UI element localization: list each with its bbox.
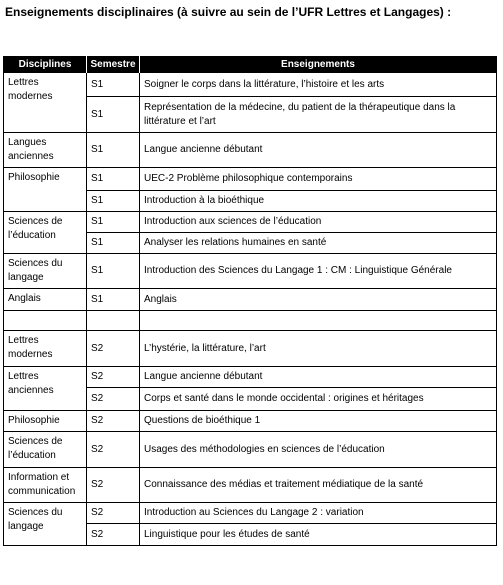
table-row <box>4 289 497 311</box>
semestre-cell: S1 <box>87 168 140 191</box>
discipline-cell: Philosophie <box>4 168 87 212</box>
semestre-cell: S2 <box>87 468 140 503</box>
discipline-cell: Anglais <box>4 289 87 311</box>
enseignement-cell: UEC-2 Problème philosophique contemporains <box>140 168 497 191</box>
semestre-cell: S2 <box>87 411 140 432</box>
semestre-cell: S2 <box>87 432 140 468</box>
table-row <box>4 331 497 367</box>
discipline-cell: Lettres modernes <box>4 73 87 133</box>
table-row-spacer <box>4 311 497 331</box>
semestre-cell: S1 <box>87 254 140 289</box>
table-row <box>4 254 497 289</box>
discipline-cell: Information et communication <box>4 468 87 503</box>
semestre-cell <box>87 311 140 331</box>
semestre-cell: S2 <box>87 524 140 546</box>
header-disciplines: Disciplines <box>4 56 87 73</box>
table-row <box>4 133 497 168</box>
enseignement-cell: Analyser les relations humaines en santé <box>140 233 497 254</box>
enseignement-cell: Connaissance des médias et traitement médiatique de la santé <box>140 468 497 503</box>
semestre-cell: S1 <box>87 212 140 233</box>
semestre-cell: S2 <box>87 503 140 524</box>
table-row <box>4 367 497 388</box>
semestre-cell: S1 <box>87 233 140 254</box>
page-title: Enseignements disciplinaires (à suivre au sein de l’UFR Lettres et Langages) : <box>5 5 452 19</box>
enseignement-cell: Introduction aux sciences de l’éducation <box>140 212 497 233</box>
enseignement-cell: Anglais <box>140 289 497 311</box>
enseignement-cell: Langue ancienne débutant <box>140 133 497 168</box>
semestre-cell: S1 <box>87 289 140 311</box>
enseignement-cell: Questions de bioéthique 1 <box>140 411 497 432</box>
table-row <box>4 468 497 503</box>
enseignement-cell: Introduction à la bioéthique <box>140 191 497 212</box>
discipline-cell: Sciences de l’éducation <box>4 432 87 468</box>
courses-table <box>3 56 497 546</box>
table-header-row <box>4 56 497 73</box>
table-row <box>4 73 497 97</box>
semestre-cell: S1 <box>87 191 140 212</box>
semestre-cell: S2 <box>87 331 140 367</box>
discipline-cell: Philosophie <box>4 411 87 432</box>
discipline-cell: Sciences de l’éducation <box>4 212 87 254</box>
enseignement-cell: Usages des méthodologies en sciences de l’éducation <box>140 432 497 468</box>
semestre-cell: S1 <box>87 97 140 133</box>
semestre-cell: S1 <box>87 73 140 97</box>
table-row <box>4 432 497 468</box>
table-row <box>4 503 497 524</box>
discipline-cell: Sciences du langage <box>4 254 87 289</box>
semestre-cell: S2 <box>87 367 140 388</box>
semestre-cell: S2 <box>87 388 140 411</box>
table-row <box>4 212 497 233</box>
table-row <box>4 411 497 432</box>
enseignement-cell: Introduction au Sciences du Langage 2 : variation <box>140 503 497 524</box>
discipline-cell: Lettres anciennes <box>4 367 87 411</box>
discipline-cell: Lettres modernes <box>4 331 87 367</box>
enseignement-cell <box>140 311 497 331</box>
discipline-cell: Sciences du langage <box>4 503 87 546</box>
enseignement-cell: Introduction des Sciences du Langage 1 : CM : Linguistique Générale <box>140 254 497 289</box>
enseignement-cell: Soigner le corps dans la littérature, l’histoire et les arts <box>140 73 497 97</box>
enseignement-cell: Langue ancienne débutant <box>140 367 497 388</box>
table-body <box>4 73 497 546</box>
enseignement-cell: Linguistique pour les études de santé <box>140 524 497 546</box>
enseignement-cell: Corps et santé dans le monde occidental : origines et héritages <box>140 388 497 411</box>
discipline-cell <box>4 311 87 331</box>
header-semestre: Semestre <box>87 56 140 73</box>
header-enseignements: Enseignements <box>140 56 497 73</box>
semestre-cell: S1 <box>87 133 140 168</box>
table-row <box>4 168 497 191</box>
enseignement-cell: Représentation de la médecine, du patient de la thérapeutique dans la littérature et l’art <box>140 97 497 133</box>
discipline-cell: Langues anciennes <box>4 133 87 168</box>
enseignement-cell: L’hystérie, la littérature, l’art <box>140 331 497 367</box>
